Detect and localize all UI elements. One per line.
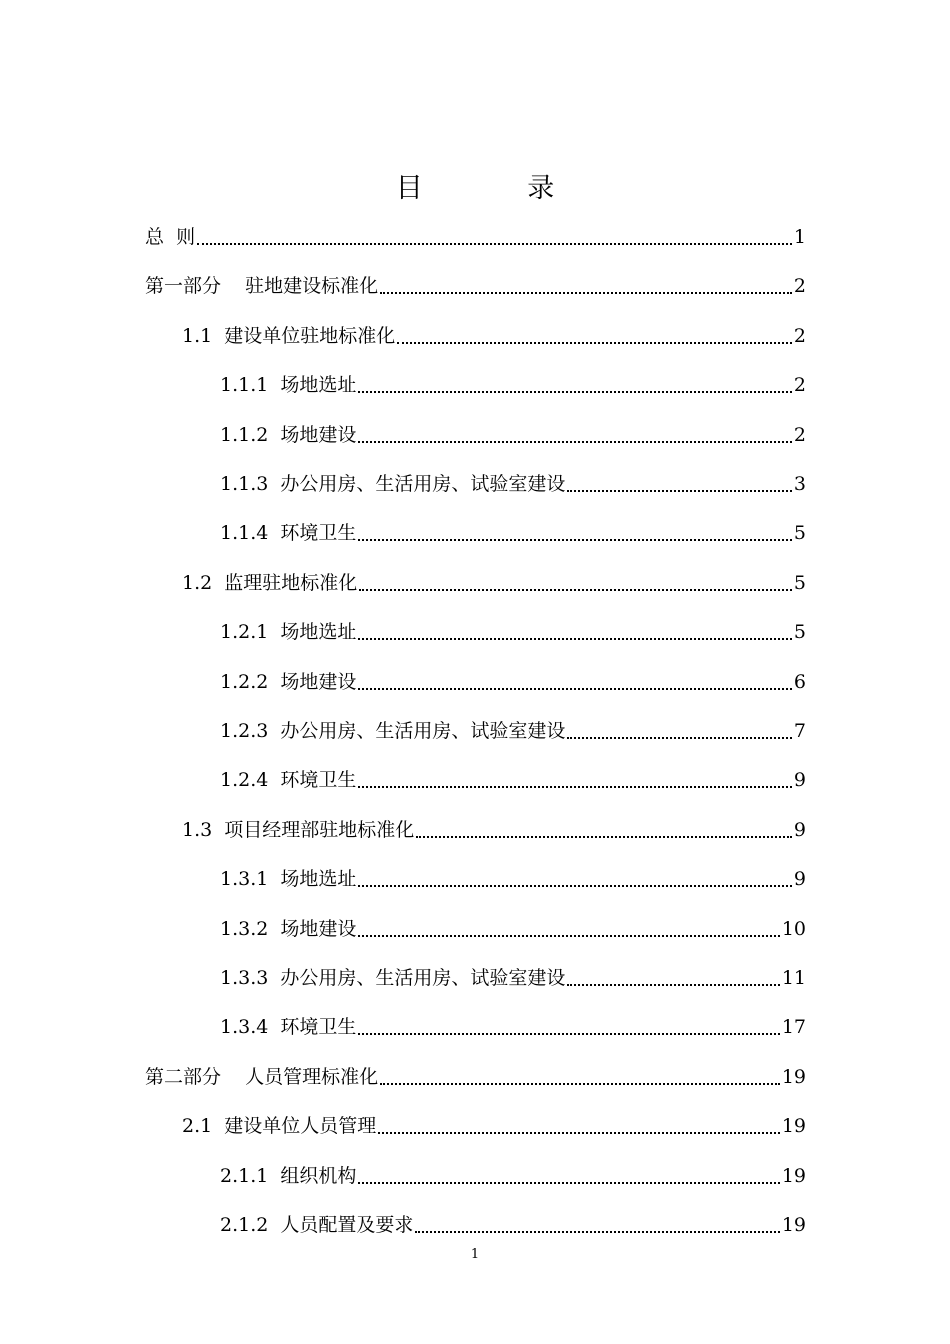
dot-leader	[197, 243, 792, 245]
toc-entry-page: 3	[793, 473, 806, 495]
toc-entry-page: 2	[793, 374, 806, 397]
toc-entry-page: 19	[781, 1065, 806, 1088]
toc-entry-label: 1.2.1 场地选址	[220, 621, 357, 644]
toc-entry[interactable]	[220, 1011, 806, 1043]
toc-entry-page: 9	[793, 769, 806, 792]
toc-entry[interactable]	[145, 270, 806, 302]
dot-leader	[358, 786, 791, 788]
toc-entry-label: 1.1.4 环境卫生	[220, 522, 357, 545]
toc-entry[interactable]	[145, 221, 806, 253]
toc-entry-page: 9	[793, 818, 806, 841]
dot-leader	[378, 1132, 780, 1134]
toc-entry-page: 2	[793, 275, 806, 298]
toc-entry-label: 1.1.1 场地选址	[220, 374, 357, 397]
dot-leader	[358, 441, 791, 443]
toc-entry-label: 1.2 监理驻地标准化	[182, 571, 358, 594]
dot-leader	[358, 539, 791, 541]
toc-entry[interactable]	[220, 863, 806, 895]
dot-leader	[358, 885, 791, 887]
toc-entry-label: 1.2.3 办公用房、生活用房、试验室建设	[220, 720, 566, 742]
page-number: 1	[470, 1247, 480, 1262]
toc-entry-page: 19	[781, 1214, 806, 1236]
toc-entry-label: 1.2.2 场地建设	[220, 670, 357, 693]
toc-entry-label: 1.3.2 场地建设	[220, 917, 357, 940]
toc-entry-label: 1.3.4 环境卫生	[220, 1016, 357, 1039]
dot-leader	[358, 1033, 779, 1035]
toc-entry[interactable]	[220, 517, 806, 549]
toc-entry-page: 5	[793, 621, 806, 644]
toc-entry-label: 1.3 项目经理部驻地标准化	[182, 818, 415, 841]
toc-entry[interactable]	[145, 1061, 806, 1093]
toc-entry[interactable]	[182, 320, 806, 352]
toc-entry-page: 1	[793, 226, 806, 248]
dot-leader	[358, 391, 791, 393]
toc-entry-page: 17	[781, 1016, 806, 1039]
toc-entry-label: 2.1.1 组织机构	[220, 1164, 357, 1187]
toc-entry-label: 1.3.1 场地选址	[220, 868, 357, 891]
toc-entry[interactable]	[220, 962, 806, 994]
toc-entry-label: 2.1 建设单位人员管理	[182, 1115, 377, 1138]
dot-leader	[567, 737, 791, 739]
toc-entry[interactable]	[220, 616, 806, 648]
toc-entry[interactable]	[182, 814, 806, 846]
toc-entry-page: 10	[781, 917, 806, 940]
toc-entry[interactable]	[220, 1160, 806, 1192]
toc-entry-page: 7	[793, 720, 806, 742]
toc-entry-page: 9	[793, 868, 806, 891]
toc-entry-page: 11	[781, 967, 806, 989]
toc-entry-page: 6	[793, 670, 806, 693]
toc-entry[interactable]	[220, 419, 806, 451]
dot-leader	[358, 1182, 779, 1184]
dot-leader	[358, 688, 791, 690]
toc-entry[interactable]	[220, 715, 806, 747]
dot-leader	[567, 984, 779, 986]
toc-entry[interactable]	[182, 567, 806, 599]
toc-entry[interactable]	[220, 764, 806, 796]
toc-entry-page: 5	[793, 571, 806, 594]
toc-entry-label: 总 则	[145, 226, 196, 248]
toc-entry-label: 2.1.2 人员配置及要求	[220, 1214, 414, 1236]
toc-entry[interactable]	[182, 1110, 806, 1142]
page-title: 目 录	[395, 173, 603, 204]
toc-entry-label: 1.3.3 办公用房、生活用房、试验室建设	[220, 967, 566, 989]
toc-entry-label: 1.2.4 环境卫生	[220, 769, 357, 792]
toc-entry-page: 19	[781, 1115, 806, 1138]
toc-entry-label: 1.1.3 办公用房、生活用房、试验室建设	[220, 473, 566, 495]
toc-entry[interactable]	[220, 1209, 806, 1241]
toc-entry-page: 2	[793, 423, 806, 446]
dot-leader	[358, 638, 791, 640]
toc-entry-label: 1.1 建设单位驻地标准化	[182, 324, 396, 347]
dot-leader	[397, 342, 792, 344]
toc-entry-label: 第一部分 驻地建设标准化	[145, 275, 379, 298]
toc-entry-label: 第二部分 人员管理标准化	[145, 1065, 379, 1088]
toc-entry-page: 2	[793, 324, 806, 347]
dot-leader	[416, 836, 792, 838]
dot-leader	[567, 490, 791, 492]
toc-entry-label: 1.1.2 场地建设	[220, 423, 357, 446]
dot-leader	[380, 292, 792, 294]
dot-leader	[380, 1083, 780, 1085]
dot-leader	[415, 1231, 779, 1233]
toc-entry[interactable]	[220, 468, 806, 500]
toc-entry-page: 5	[793, 522, 806, 545]
toc-entry[interactable]	[220, 913, 806, 945]
toc-entry-page: 19	[781, 1164, 806, 1187]
dot-leader	[358, 935, 779, 937]
toc-entry[interactable]	[220, 666, 806, 698]
toc-entry[interactable]	[220, 369, 806, 401]
dot-leader	[359, 589, 792, 591]
